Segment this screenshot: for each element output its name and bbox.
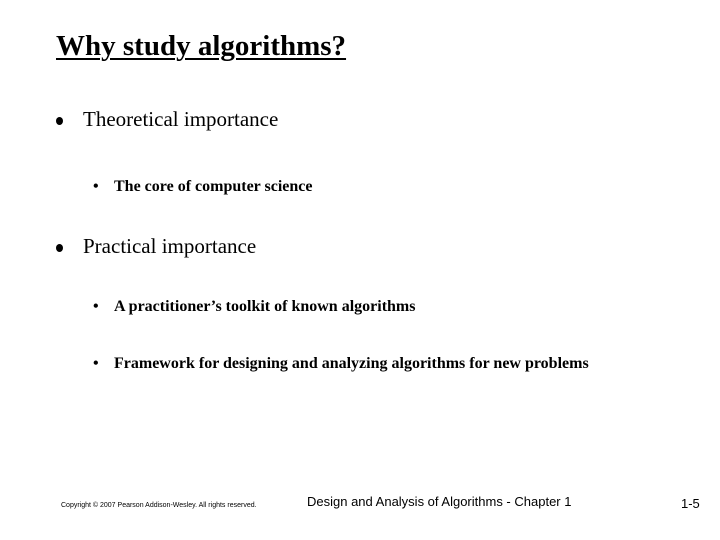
sub-bullet-dot-icon: • bbox=[93, 178, 99, 195]
slide-title: Why study algorithms? bbox=[56, 30, 347, 62]
sub-bullet-label: The core of computer science bbox=[114, 178, 313, 195]
sub-bullet-label: Framework for designing and analyzing algorithms for new problems bbox=[114, 355, 589, 372]
bullet-dot-icon bbox=[56, 117, 63, 125]
sub-bullet-label: A practitioner’s toolkit of known algorithms bbox=[114, 298, 416, 315]
bullet-label: Practical importance bbox=[83, 234, 257, 258]
sub-bullet-dot-icon: • bbox=[93, 355, 99, 372]
bullet-dot-icon bbox=[56, 244, 63, 252]
footer-copyright: Copyright © 2007 Pearson Addison-Wesley. All rights reserved. bbox=[61, 502, 257, 509]
sub-bullet-dot-icon: • bbox=[93, 298, 99, 315]
bullet-label: Theoretical importance bbox=[83, 107, 279, 131]
footer-page-number: 1-5 bbox=[681, 496, 700, 511]
footer-course-title: Design and Analysis of Algorithms - Chapter 1 bbox=[307, 494, 572, 509]
